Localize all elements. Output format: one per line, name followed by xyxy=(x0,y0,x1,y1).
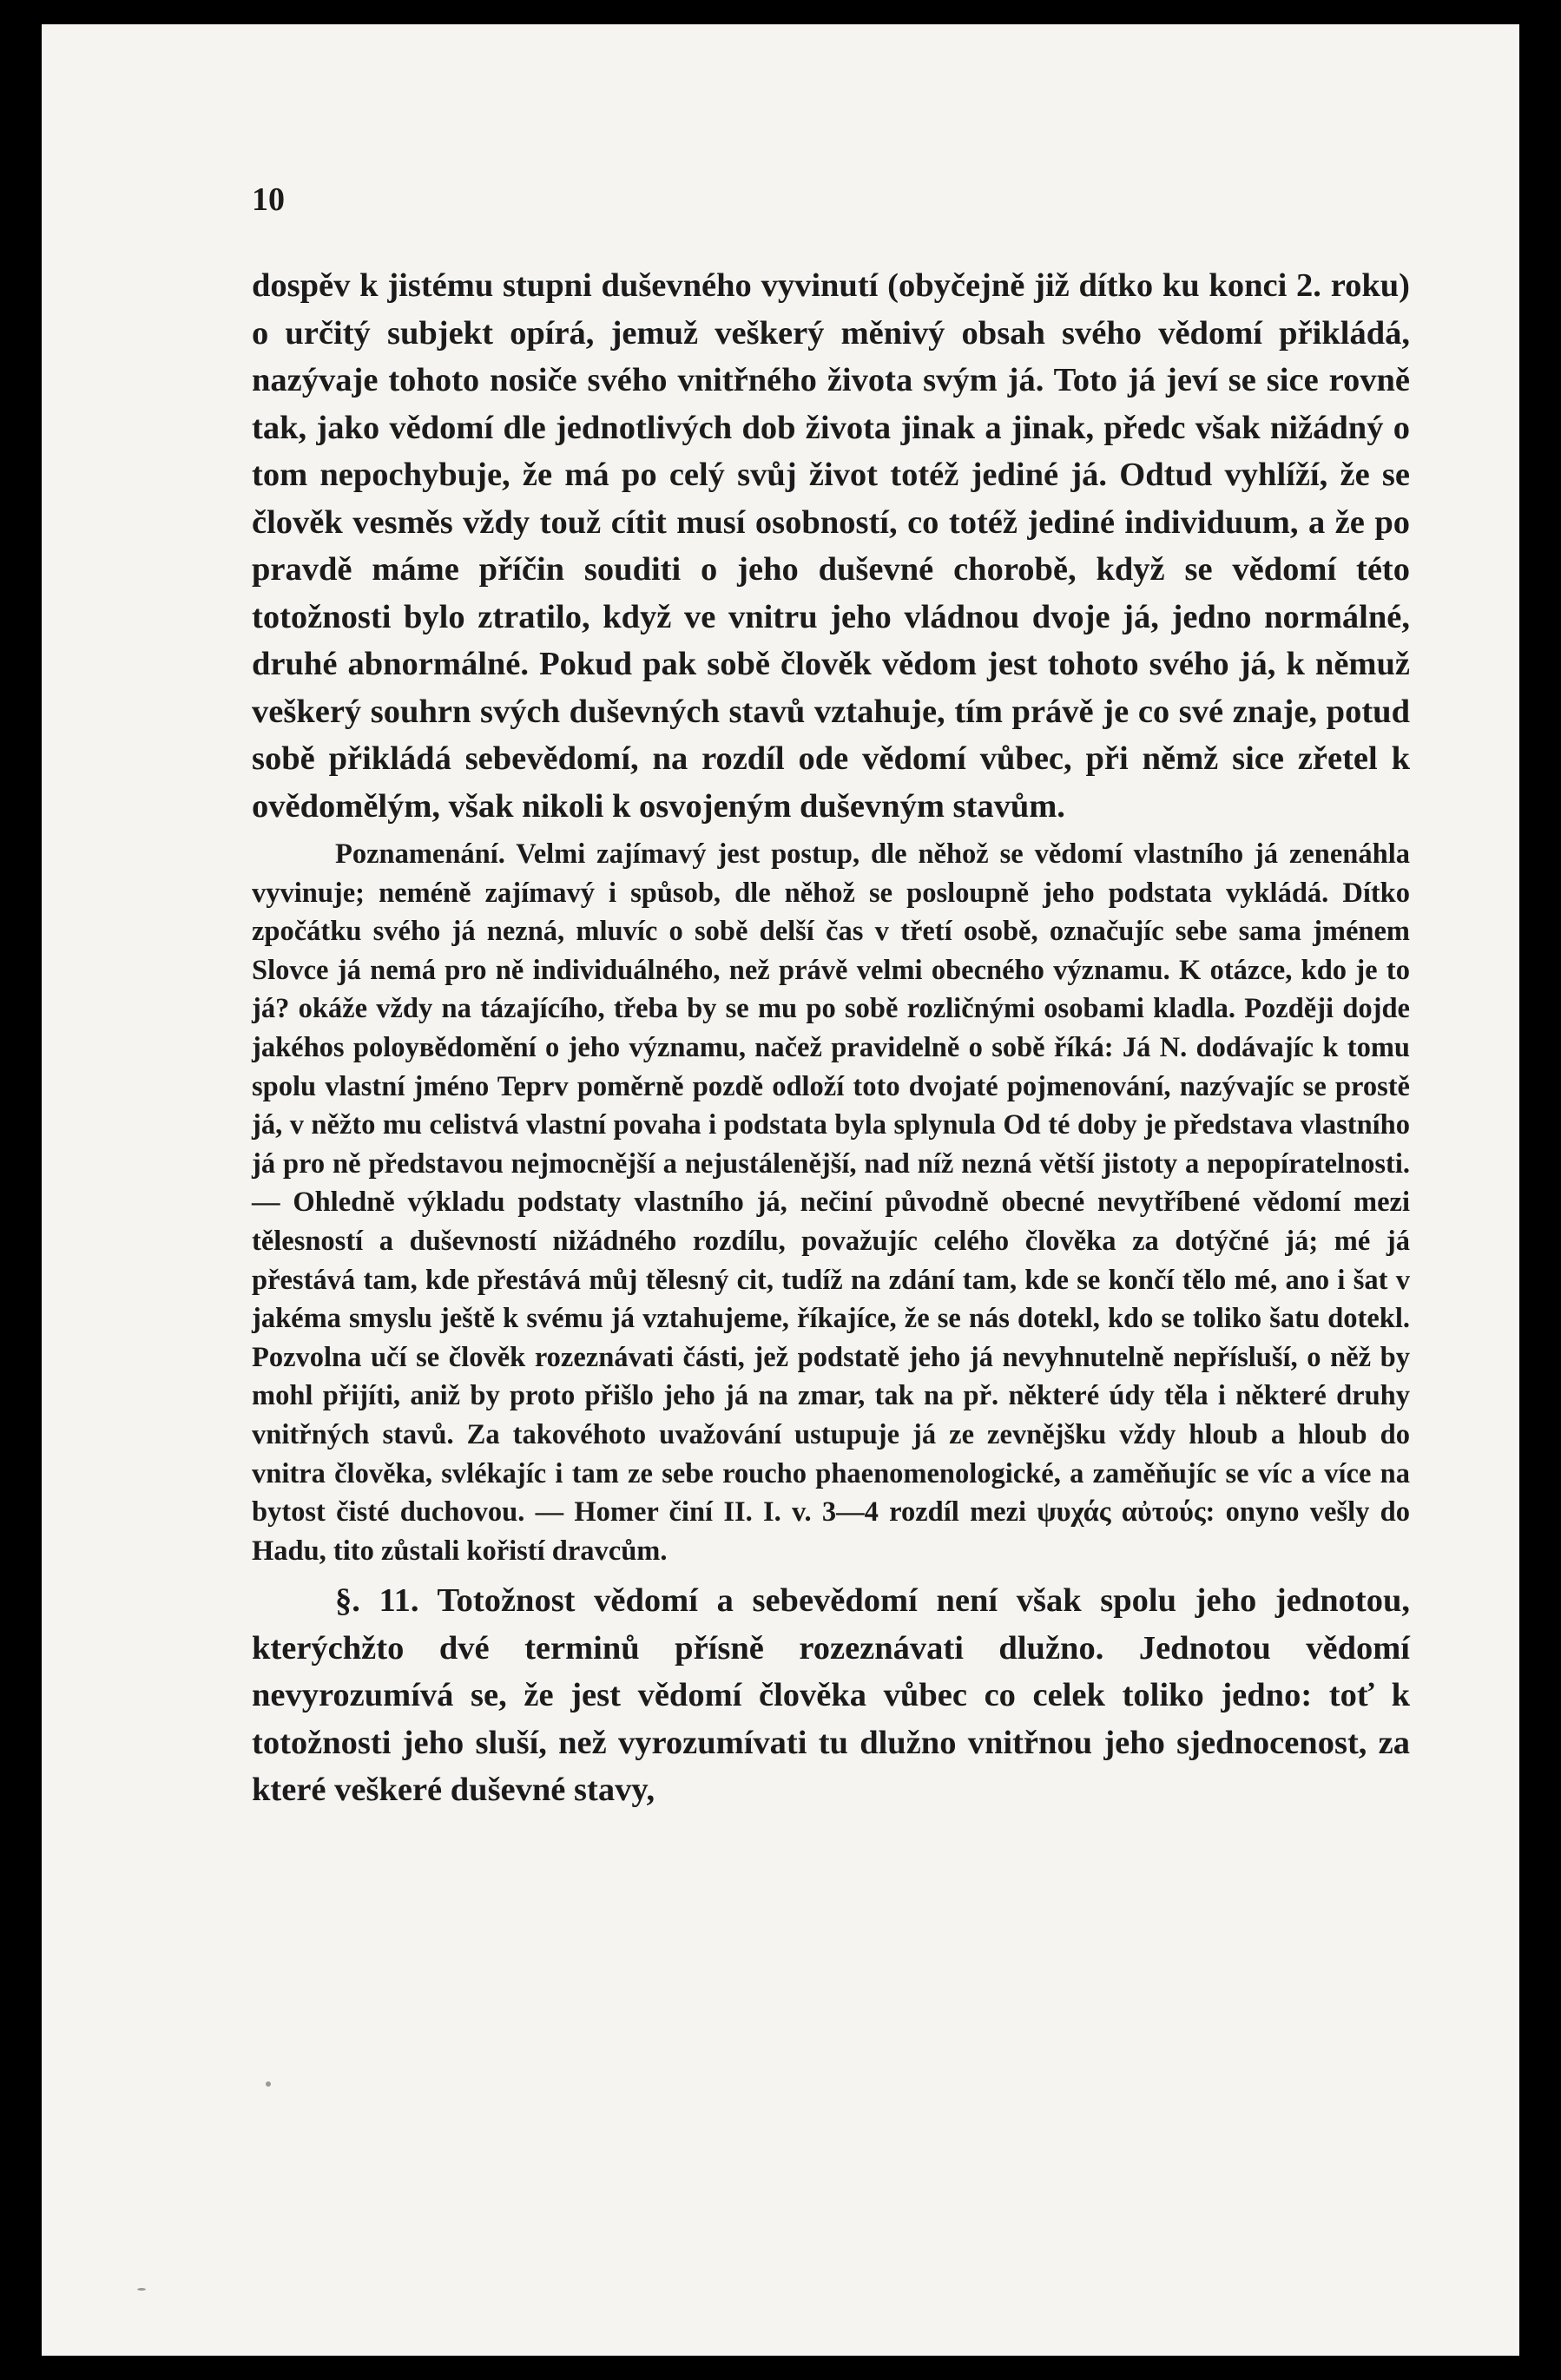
scan-speck xyxy=(266,2081,271,2087)
section-paragraph: §. 11. Totožnost vědomí a sebevědomí není však spolu jeho jednotou, kterýchžto dvé terminů přísně rozeznávati dlužno. Jednotou vědomí nevyrozumívá se, že jest vědomí člověka vůbec co celek toliko jedno: toť k totožnosti jeho sluší, než vyrozumívati tu dlužno vnitřnou jeho sjednocenost, za které veškeré duševné stavy, xyxy=(252,1582,1410,1809)
scan-speck xyxy=(137,2288,146,2291)
book-page xyxy=(42,24,1519,2356)
note-paragraph: Poznamenání. Velmi zajímavý jest postup, dle něhož se vědomí vlastního já zenenáhla vyvinuje; neméně zajímavý i spůsob, dle něhož se posloupně jeho podstata vykládá. Dítko zpočátku svého já nezná, mluvíc o sobě delší čas v třetí osobě, označujíc sebe sama jménem Slovce já nemá pro ně individuálného, než právě velmi obecného významu. K otázce, kdo je to já? okáže vždy na tázajícího, třeba by se mu po sobě rozličnými osobami kladla. Později dojde jakéhos poloувědomění o jeho významu, načež pravidelně o sobě říká: Já N. dodávajíc k tomu spolu vlastní jméno Teprv poměrně pozdě odloží toto dvojaté pojmenování, nazývajíc se prostě já, v něžto mu celistvá vlastní povaha i podstata byla splynula Od té doby je představa vlastního já pro ně představou nejmocnější a nejustálenější, nad níž nezná větší jistoty a nepopíratelnosti. — Ohledně výkladu podstaty vlastního já, nečiní původně obecné nevytříbené vědomí mezi tělesností a duševností nižádného rozdílu, považujíc celého člověka za dotýčné já; mé já přestává tam, kde přestává můj tělesný cit, tudíž na zdání tam, kde se končí tělo mé, ano i šat v jakéma smyslu ještě k svému já vztahujeme, říkajíce, že se nás dotekl, kdo se toliko šatu dotekl. Pozvolna učí se člověk rozeznávati části, jež podstatě jeho já nevyhnutelně nepřísluší, o něž by mohl přijíti, aniž by proto přišlo jeho já na zmar, tak na př. některé údy těla i některé druhy vnitřných stavů. Za takovéhoto uvažování ustupuje já ze zevnějšku vždy hloub a hloub do vnitra člověka, svlékajíc i tam ze sebe roucho phaenomenologické, a zaměňujíc se víc a více na bytost čisté duchovou. — Homer činí II. I. v. 3—4 rozdíl mezi ψυχάς αὐτούς: onyno vešly do Hadu, tito zůstali kořistí dravcům. xyxy=(252,838,1410,1567)
note-block xyxy=(252,835,1410,1570)
text-block xyxy=(252,181,1410,1814)
page-number: 10 xyxy=(252,181,285,218)
main-paragraph: dospěv k jistému stupni duševného vyvinutí (obyčejně již dítko ku konci 2. roku) o určitý subjekt opírá, jemuž veškerý měnivý obsah svého vědomí přikládá, nazývaje tohoto nosiče svého vnitřného života svým já. Toto já jeví se sice rovně tak, jako vědomí dle jednotlivých dob života jinak a jinak, předc však nižádný o tom nepochybuje, že má po celý svůj život totéž jediné já. Odtud vyhlíží, že se člověk vesměs vždy touž cítit musí osobností, co totéž jediné individuum, a že po pravdě máme příčin souditi o jeho duševné chorobě, když se vědomí této totožnosti bylo ztratilo, když ve vnitru jeho vládnou dvoje já, jedno normálné, druhé abnormálné. Pokud pak sobě člověk vědom jest tohoto svého já, k němuž veškerý souhrn svých duševných stavů vztahuje, tím právě je co své znaje, potud sobě přikládá sebevědomí, na rozdíl ode vědomí vůbec, při němž sice zřetel k ovědomělým, však nikoli k osvojeným duševným stavům. xyxy=(252,267,1410,825)
section-block xyxy=(252,1577,1410,1814)
main-paragraph-block xyxy=(252,262,1410,830)
